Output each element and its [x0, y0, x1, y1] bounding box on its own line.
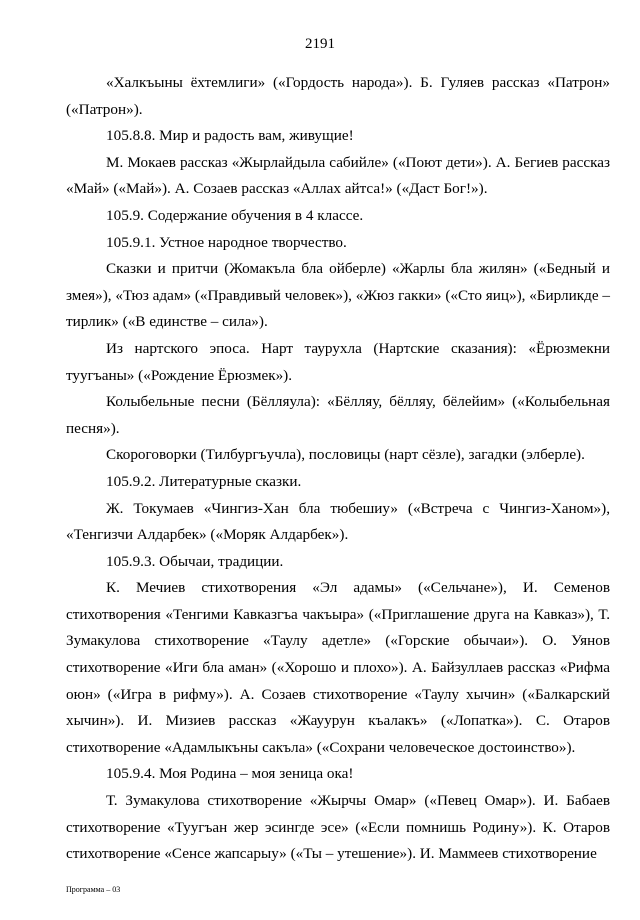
- section-heading: 105.9.2. Литературные сказки.: [106, 472, 302, 490]
- page-number: 2191: [305, 36, 335, 52]
- paragraph: Ж. Токумаев «Чингиз-Хан бла тюбешиу» («Встреча с Чингиз-Ханом»), «Тенгизчи Алдарбек» («Моряк Алдарбек»).: [66, 499, 610, 544]
- paragraph: К. Мечиев стихотворения «Эл адамы» («Сельчане»), И. Семенов стихотворения «Тенгими Кавказгъа чакъыра» («Приглашение друга на Кавказ»), Т. Зумакулова стихотворение «Таулу адетле» («Горские обычаи»). О. Уянов стихотворение «Иги бла аман» («Хорошо и плохо»). А. Байзуллаев рассказ «Рифма оюн» («Игра в рифму»). А. Созаев стихотворение «Таулу хычин» («Балкарский хычин»). И. Мизиев рассказ «Жауурун къалакъ» («Лопатка»). С. Отаров стихотворение «Адамлыкъны сакъла» («Сохрани человеческое достоинство»).: [66, 579, 610, 756]
- document-body: [66, 70, 610, 868]
- section-heading: 105.9.4. Моя Родина – моя зеница ока!: [106, 765, 354, 783]
- paragraph: Колыбельные песни (Бёлляула): «Бёлляу, бёлляу, бёлейим» («Колыбельная песня»).: [66, 393, 610, 437]
- paragraph: «Халкъыны ёхтемлиги» («Гордость народа»). Б. Гуляев рассказ «Патрон» («Патрон»).: [66, 74, 610, 118]
- paragraph: М. Мокаев рассказ «Жырлайдыла сабийле» («Поют дети»). А. Бегиев рассказ «Май» («Май»). А. Созаев рассказ «Аллах айтса!» («Даст Бог!»).: [66, 153, 610, 198]
- paragraph: Т. Зумакулова стихотворение «Жырчы Омар» («Певец Омар»). И. Бабаев стихотворение «Туугъан жер эсингде эсе» («Если помнишь Родину»). К. Отаров стихотворение «Сенсе жапсарыу» («Ты – утешение»). И. Маммеев стихотворение: [66, 792, 610, 863]
- paragraph: Сказки и притчи (Жомакъла бла ойберле) «Жарлы бла жилян» («Бедный и змея»), «Тюз адам» («Правдивый человек»), «Жюз гакки» («Сто яиц»), «Бирликде – тирлик» («В единстве – сила»).: [66, 260, 610, 331]
- section-heading: 105.9.3. Обычаи, традиции.: [106, 552, 284, 570]
- page-footer: Программа – 03: [66, 885, 121, 894]
- paragraph: Скороговорки (Тилбургъучла), пословицы (нарт сёзле), загадки (элберле).: [106, 446, 585, 464]
- section-heading: 105.8.8. Мир и радость вам, живущие!: [106, 127, 354, 145]
- paragraph: Из нартского эпоса. Нарт таурухла (Нартские сказания): «Ёрюзмекни туугъаны» («Рождение Ёрюзмек»).: [66, 339, 610, 384]
- section-heading: 105.9.1. Устное народное творчество.: [106, 233, 347, 251]
- section-heading: 105.9. Содержание обучения в 4 классе.: [106, 206, 364, 224]
